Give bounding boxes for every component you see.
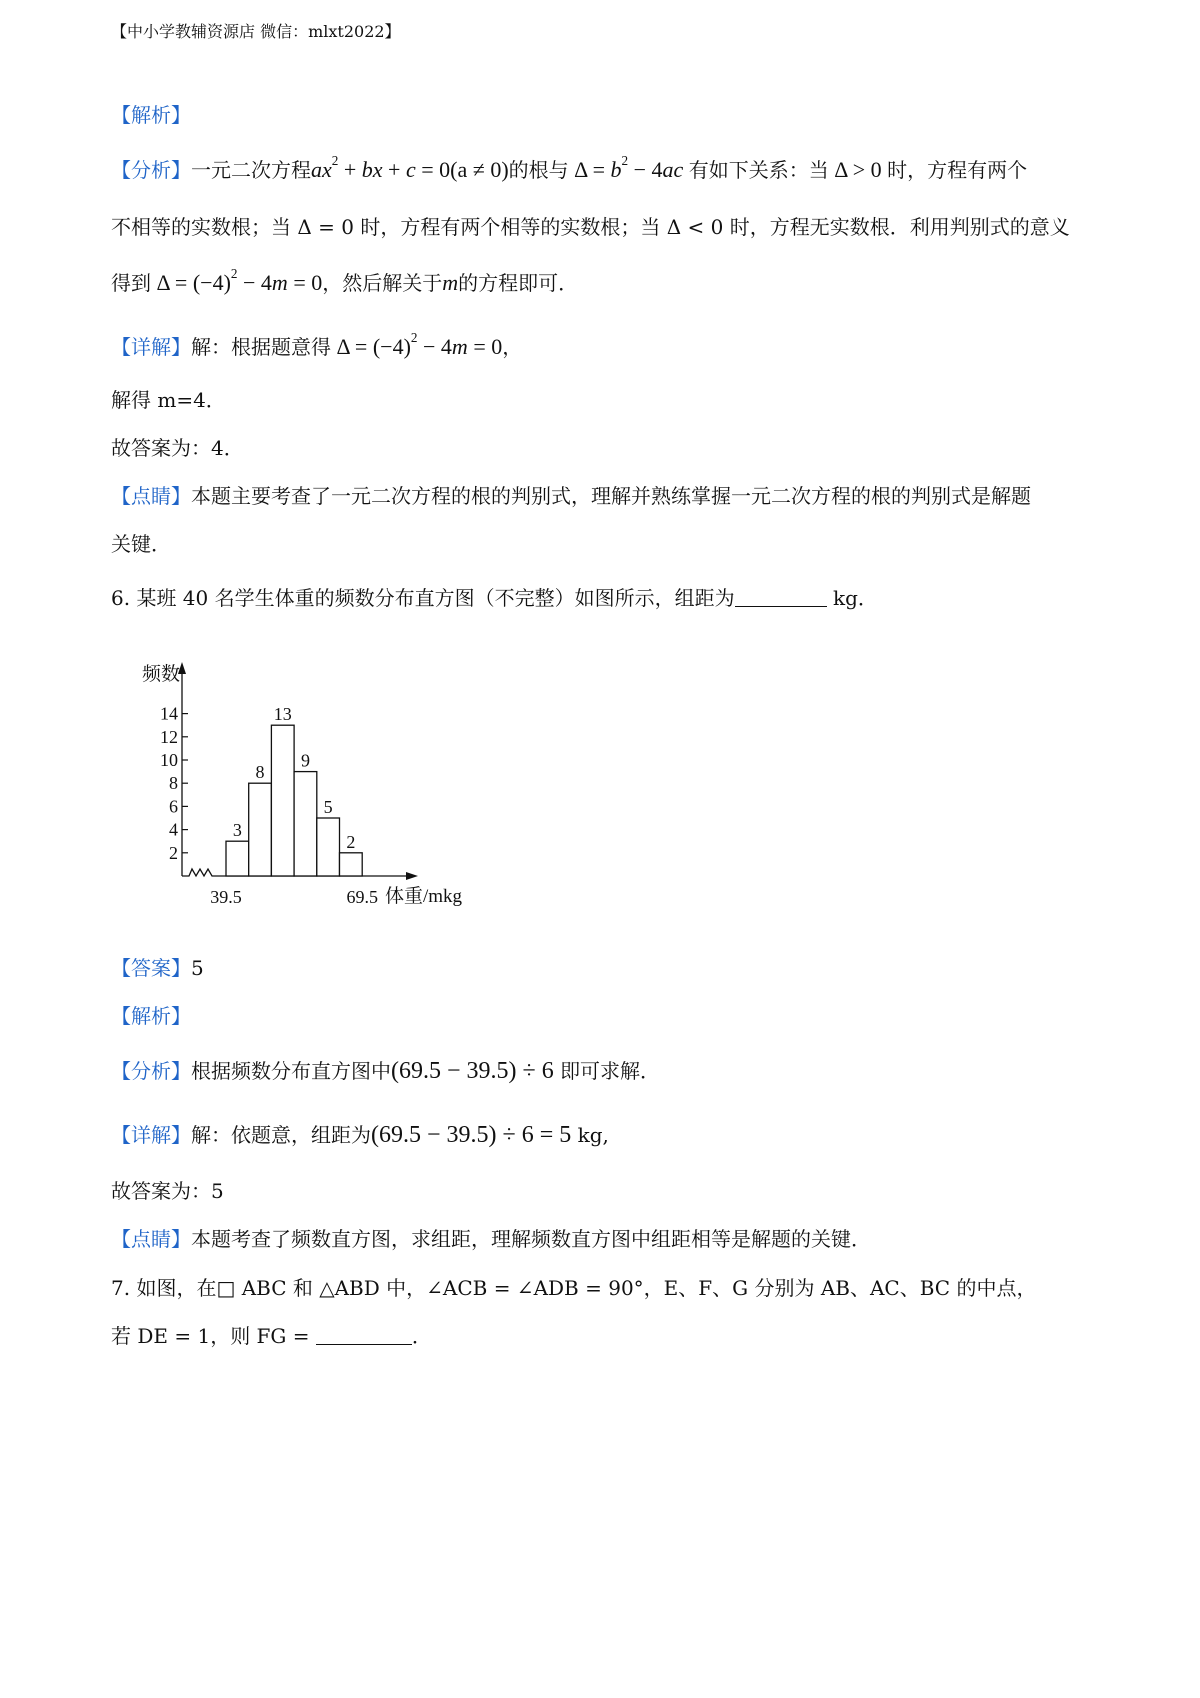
bar-value-label: 8 — [255, 762, 265, 783]
q6-question: 6. 某班 40 名学生体重的频数分布直方图（不完整）如图所示，组距为 kg． — [111, 586, 878, 610]
bar-value-label: 2 — [346, 831, 356, 852]
q6-answer-label: 【答案】 — [111, 956, 191, 980]
q5-fenxi-t1: 一元二次方程 — [191, 158, 311, 182]
q6-fenxi-line: 【分析】根据频数分布直方图中(69.5 − 39.5) ÷ 6 即可求解． — [111, 1058, 661, 1084]
q7-answer-blank — [316, 1326, 412, 1345]
y-tick-label: 8 — [169, 773, 178, 794]
q5-quadratic-eq: $ax^2$ + bx + c = 0(a ≠ 0) — [311, 153, 509, 182]
histogram-bar — [294, 772, 317, 876]
y-tick-label: 4 — [169, 819, 178, 840]
q5-dianjing-line2: 关键． — [111, 532, 171, 556]
histogram-chart — [120, 650, 520, 915]
q5-dianjing-line1: 【点睛】本题主要考查了一元二次方程的根的判别式，理解并熟练掌握一元二次方程的根的判别式是解题 — [111, 484, 1031, 508]
x-tick-label-start: 39.5 — [210, 887, 242, 907]
q6-dianjing-label: 【点睛】 — [111, 1227, 191, 1251]
histogram-bar — [249, 783, 272, 876]
q6-answer-text: 故答案为：5 — [111, 1179, 224, 1203]
q5-fenxi-line3: 得到 $\Delta = (-4)^2 - 4m = 0$，然后解关于m的方程即可． — [111, 266, 579, 295]
q5-answer: 故答案为：4． — [111, 436, 244, 460]
q5-xiangjie-label: 【详解】 — [111, 335, 191, 359]
q5-xiangjie-line: 【详解】解：根据题意得 $\Delta = (-4)^2 - 4m = 0$， — [111, 330, 523, 359]
q6-xiangjie-expr: (69.5 − 39.5) ÷ 6 = 5 — [371, 1122, 572, 1148]
q5-xiangjie-eq: $\Delta = (-4)^2 - 4m = 0$ — [331, 330, 503, 359]
q6-xiangjie-label: 【详解】 — [111, 1123, 191, 1147]
bar-value-label: 9 — [300, 750, 310, 771]
q6-xiangjie-line: 【详解】解：依题意，组距为(69.5 − 39.5) ÷ 6 = 5 kg, — [111, 1122, 609, 1148]
q6-dianjing-line: 【点睛】本题考查了频数直方图，求组距，理解频数直方图中组距相等是解题的关键． — [111, 1227, 871, 1251]
y-tick-label: 2 — [169, 842, 178, 863]
q5-jiede: 解得 m=4． — [111, 388, 226, 412]
header-source: 【中小学教辅资源店 微信：mlxt2022】 — [111, 22, 401, 41]
histogram-bar — [271, 725, 294, 876]
q6-fenxi-label: 【分析】 — [111, 1059, 191, 1083]
q7-line1: 7. 如图，在□ ABC 和 △ABD 中，∠ACB = ∠ADB = 90°，E、F、G 分别为 AB、AC、BC 的中点， — [111, 1276, 1037, 1300]
x-axis-arrow — [406, 872, 418, 880]
y-axis-label: 频数 — [141, 664, 180, 685]
x-axis-break — [182, 869, 226, 876]
q5-fenxi-t2: 的根与 — [508, 158, 569, 182]
q6-jiexi-label: 【解析】 — [111, 1004, 191, 1028]
q5-fenxi-t3: 有如下关系：当 — [688, 158, 829, 182]
bar-value-label: 3 — [232, 820, 242, 841]
y-tick-label: 6 — [169, 796, 178, 817]
histogram-bar — [317, 818, 340, 876]
y-tick-label: 10 — [160, 750, 178, 770]
q5-fenxi-label: 【分析】 — [111, 158, 191, 182]
q5-fenxi-line1 — [111, 153, 1028, 182]
q6-answer-blank — [735, 588, 827, 607]
q5-dianjing-label: 【点睛】 — [111, 484, 191, 508]
y-tick-label: 12 — [160, 726, 178, 747]
q5-delta-positive: Δ > 0 — [828, 157, 888, 182]
histogram-bar — [226, 841, 249, 876]
y-tick-label: 14 — [160, 703, 178, 724]
q5-jiexi-label: 【解析】 — [111, 103, 191, 127]
q5-delta-eq: $\Delta = (-4)^2 - 4m = 0$ — [151, 266, 323, 295]
q6-answer-line — [111, 958, 204, 978]
q5-fenxi-line2: 不相等的实数根；当 Δ = 0 时，方程有两个相等的实数根；当 Δ < 0 时，方程无实数根．利用判别式的意义 — [111, 215, 1070, 239]
q5-fenxi-t4: 时，方程有两个 — [887, 158, 1028, 182]
q5-discriminant: $\Delta = b^2 - 4ac$ — [568, 153, 684, 182]
q6-answer-value: 5 — [191, 956, 204, 980]
q6-fenxi-expr: (69.5 − 39.5) ÷ 6 — [391, 1058, 554, 1084]
q7-line2: 若 DE = 1，则 FG = ． — [111, 1324, 432, 1348]
x-axis-label: 体重/mkg — [385, 886, 463, 907]
bar-value-label: 13 — [273, 704, 292, 725]
x-tick-label-end: 69.5 — [346, 887, 378, 907]
bar-value-label: 5 — [323, 797, 333, 817]
histogram-bar — [340, 853, 363, 876]
